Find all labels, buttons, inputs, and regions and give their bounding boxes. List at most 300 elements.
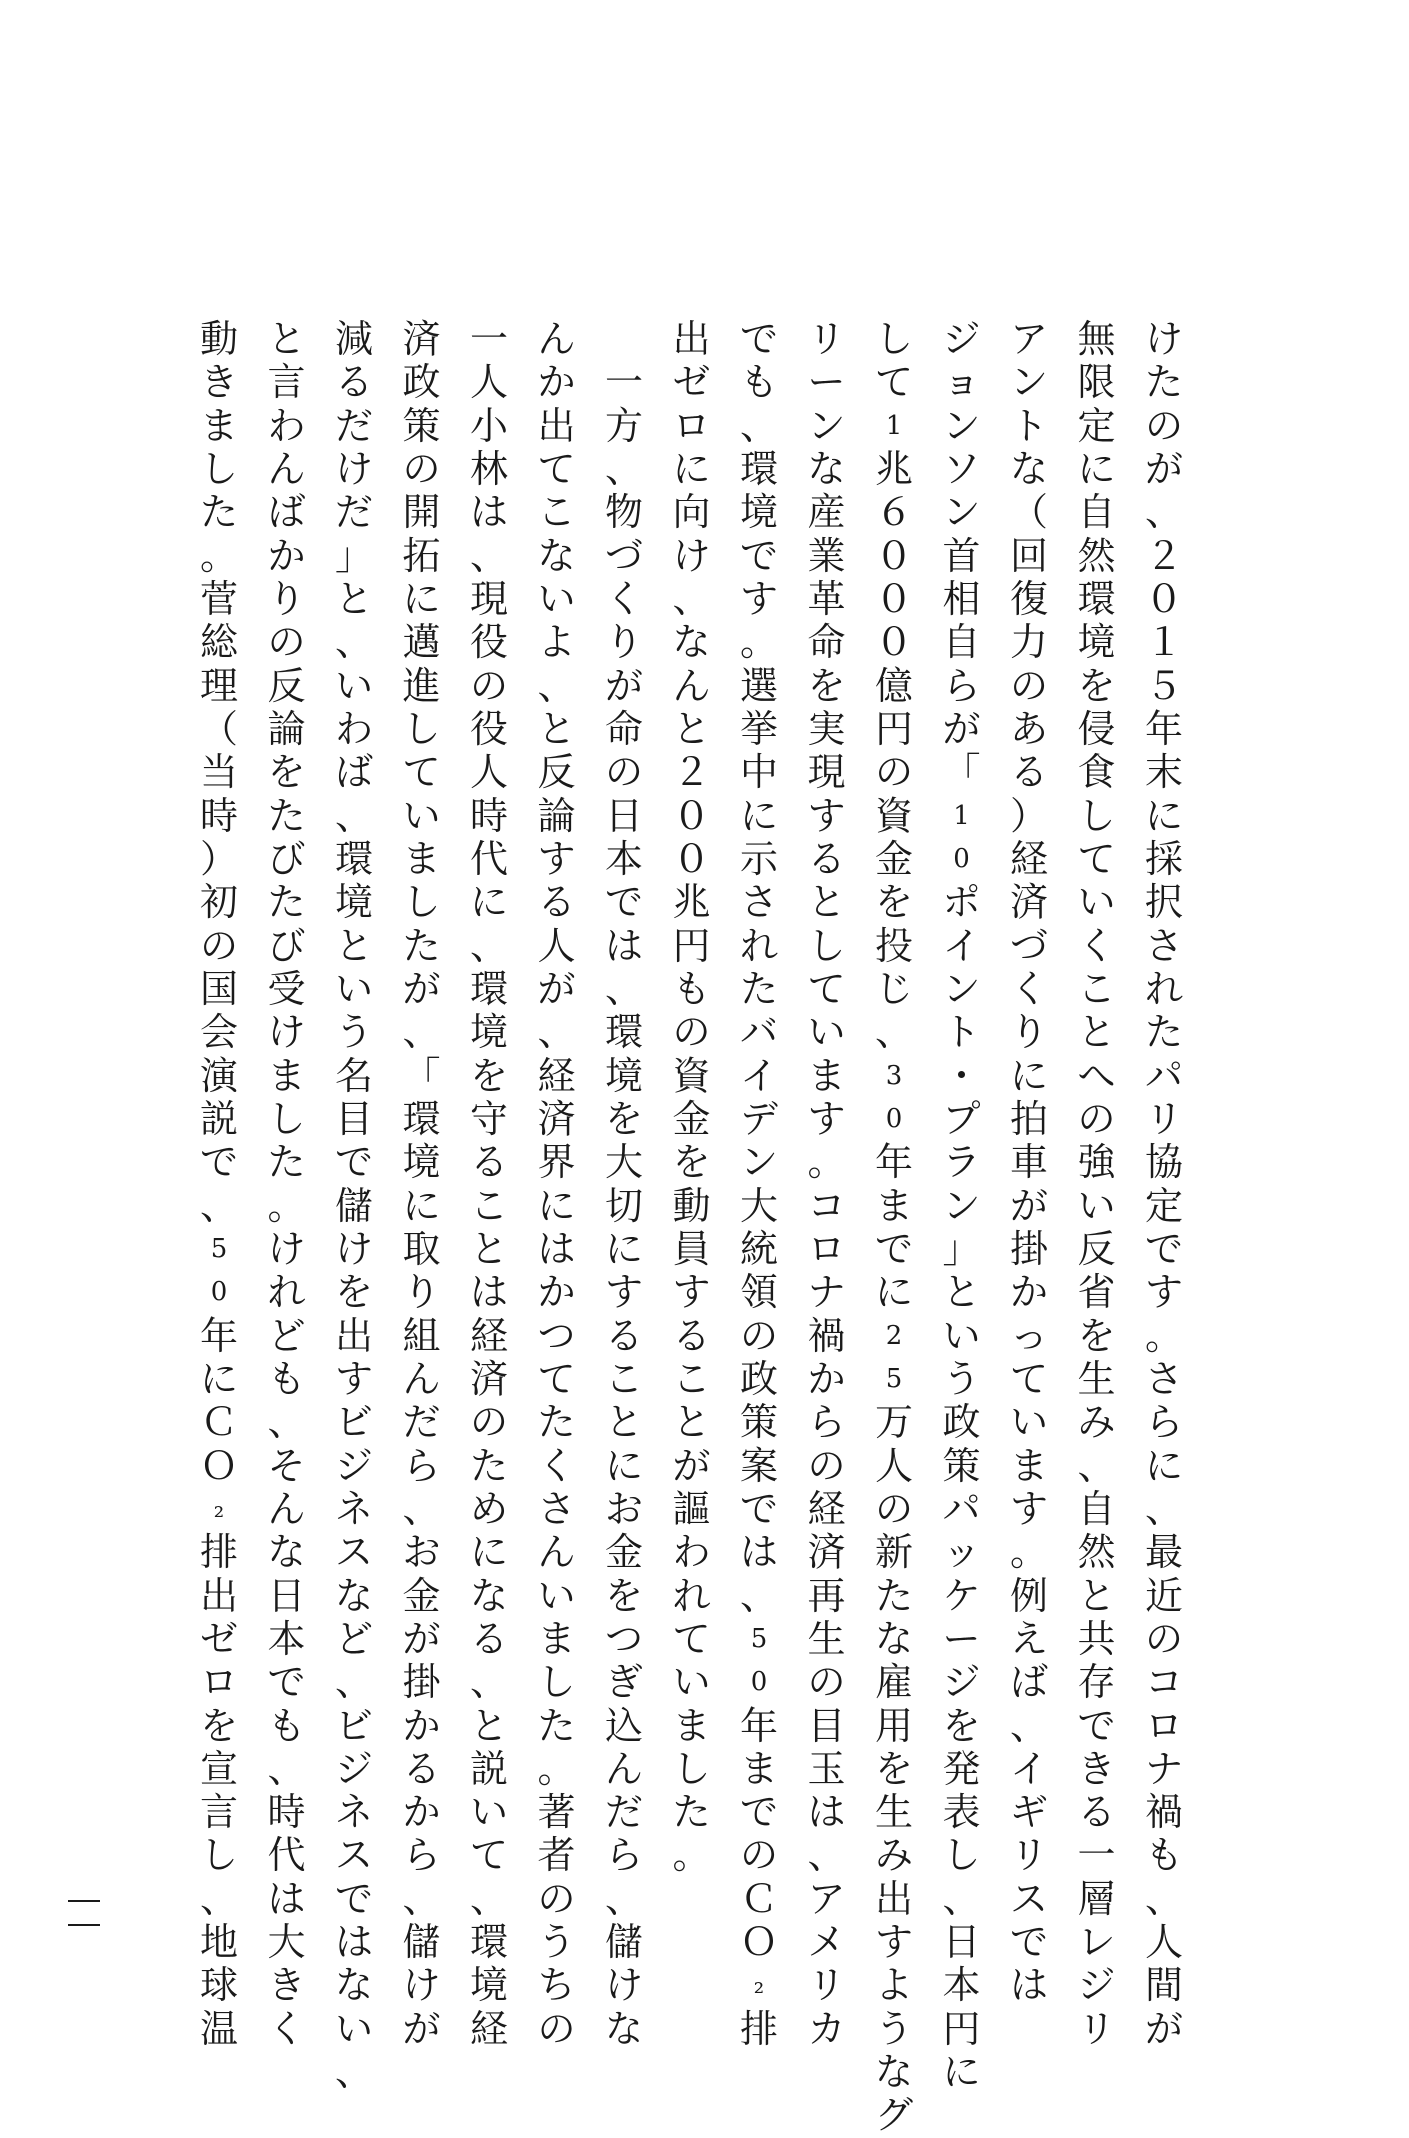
text-line [459, 317, 519, 2051]
text-char: 5 [750, 1623, 768, 1654]
text-char: 邁 [402, 620, 441, 665]
text-char: 境 [469, 1963, 508, 2008]
text-char: 存 [1077, 1660, 1116, 1705]
text-char: 挙 [739, 706, 778, 751]
text-char: 命 [807, 620, 846, 665]
text-char: 論 [267, 706, 306, 751]
text-char: も [739, 360, 778, 405]
text-char: 出 [199, 1573, 238, 1618]
text-char: そ [267, 1443, 306, 1488]
text-char: た [402, 923, 441, 968]
text-char: 近 [1144, 1573, 1183, 1618]
text-char: 環 [402, 1096, 441, 1141]
text-char: 年 [874, 1140, 913, 1185]
text-char: カ [807, 2006, 846, 2051]
text-char: 生 [807, 1616, 846, 1661]
text-char: 、 [267, 1746, 306, 1791]
text-char: 。 [1009, 1530, 1048, 1575]
text-char: な [874, 1616, 913, 1661]
text-char: ン [739, 1140, 778, 1185]
text-char: 環 [1077, 576, 1116, 621]
text-char: ナ [807, 1270, 846, 1315]
text-char: 、 [1144, 1876, 1183, 1921]
text-char: 採 [1144, 836, 1183, 881]
text-char: け [334, 446, 373, 491]
text-char: 「 [402, 1053, 441, 1098]
text-char: う [942, 1356, 981, 1401]
text-char: 代 [469, 836, 508, 881]
text-char: な [874, 2050, 913, 2095]
text-char: 本 [604, 836, 643, 881]
text-char: の [1009, 663, 1048, 708]
text-char: か [807, 1356, 846, 1401]
text-char: た [1144, 360, 1183, 405]
text-char: く [537, 1443, 576, 1488]
text-char: 革 [807, 576, 846, 621]
text-char: 儲 [604, 1920, 643, 1965]
text-char: イ [942, 923, 981, 968]
text-char: 玉 [807, 1746, 846, 1791]
text-char: 菅 [199, 576, 238, 621]
text-char: れ [739, 923, 778, 968]
text-char: て [874, 360, 913, 405]
text-char: ら [604, 1833, 643, 1878]
text-char: ん [402, 1356, 441, 1401]
text-char: と [1077, 1573, 1116, 1618]
text-char: 「 [942, 750, 981, 795]
text-char: 間 [1144, 1963, 1183, 2008]
text-char: づ [604, 533, 643, 578]
text-char: ン [942, 403, 981, 448]
page-number-stroke [68, 1900, 100, 1902]
text-line [932, 317, 992, 2095]
text-char: 0 [953, 843, 970, 874]
text-char: 温 [199, 2006, 238, 2051]
text-char: 末 [1144, 750, 1183, 795]
text-char: 境 [334, 880, 373, 925]
text-char: 反 [267, 663, 306, 708]
text-char: 切 [604, 1183, 643, 1228]
text-char: も [267, 1356, 306, 1401]
text-char: け [402, 1963, 441, 2008]
text-char: れ [672, 1573, 711, 1618]
text-char: 復 [1009, 576, 1048, 621]
text-char: い [469, 1790, 508, 1835]
text-char: 説 [199, 1096, 238, 1141]
text-char: ゼ [672, 360, 711, 405]
text-char: の [537, 2006, 576, 2051]
text-char: す [739, 576, 778, 621]
text-char: 禍 [1144, 1790, 1183, 1835]
text-char: 生 [874, 1790, 913, 1835]
text-char: ど [267, 1313, 306, 1358]
text-char: か [402, 1790, 441, 1835]
text-char: 。 [807, 1140, 846, 1185]
text-char: い [807, 1010, 846, 1055]
text-char: 資 [874, 793, 913, 838]
text-char: 初 [199, 880, 238, 925]
text-char: は [537, 1226, 576, 1271]
text-char: 境 [469, 1010, 508, 1055]
text-line [864, 317, 924, 2138]
text-char: 5 [885, 1363, 903, 1394]
text-char: リ [807, 317, 846, 361]
text-char: 人 [537, 923, 576, 968]
text-char: イ [1009, 1746, 1048, 1791]
text-char: み [874, 1833, 913, 1878]
text-char: き [1077, 1746, 1116, 1791]
text-char: 実 [807, 706, 846, 751]
text-char: 侵 [1077, 706, 1116, 751]
text-char: お [604, 1486, 643, 1531]
text-char: ナ [1144, 1746, 1183, 1791]
text-char: 日 [604, 793, 643, 838]
text-char: を [874, 880, 913, 925]
text-char: た [267, 880, 306, 925]
text-char: ら [942, 663, 981, 708]
text-char: 自 [1077, 1486, 1116, 1531]
text-char: れ [1144, 966, 1183, 1011]
text-char: て [1009, 1356, 1048, 1401]
text-char: な [807, 446, 846, 491]
text-char: ラ [942, 1140, 981, 1185]
text-char: じ [874, 966, 913, 1011]
text-char: わ [672, 1530, 711, 1575]
text-char: 経 [1009, 836, 1048, 881]
text-char: す [672, 1270, 711, 1315]
text-char: た [267, 1140, 306, 1185]
text-char: 政 [739, 1356, 778, 1401]
text-char: 取 [402, 1226, 441, 1271]
text-char: 資 [672, 1053, 711, 1098]
text-char: ネ [334, 1486, 373, 1531]
text-char: 円 [942, 2006, 981, 2051]
text-char: 組 [402, 1313, 441, 1358]
text-char: 、 [1144, 490, 1183, 535]
text-char: ー [807, 360, 846, 405]
text-char: ら [807, 1400, 846, 1445]
text-char: に [537, 1183, 576, 1228]
text-char: の [807, 1443, 846, 1488]
text-char: で [604, 880, 643, 925]
text-char: ん [267, 1486, 306, 1531]
text-char: ト [1009, 403, 1048, 448]
text-char: に [672, 446, 711, 491]
text-char: が [604, 663, 643, 708]
text-char: な [267, 1530, 306, 1575]
text-char: る [672, 1313, 711, 1358]
text-char: で [739, 317, 778, 361]
text-char: は [267, 1876, 306, 1921]
text-char: 、 [604, 966, 643, 1011]
text-char: 出 [334, 1313, 373, 1358]
text-char: こ [469, 1183, 508, 1228]
text-char: 境 [604, 1053, 643, 1098]
text-char: 策 [402, 403, 441, 448]
text-char: て [807, 966, 846, 1011]
text-char: 一 [604, 360, 643, 405]
text-char: う [874, 2006, 913, 2051]
text-char: 新 [874, 1530, 913, 1575]
text-char: 減 [334, 317, 373, 361]
text-char: 拍 [1009, 1096, 1048, 1141]
text-char: 省 [1077, 1270, 1116, 1315]
text-char: 、 [334, 620, 373, 665]
text-char: ジ [1077, 1963, 1116, 2008]
page-number [64, 1892, 104, 1934]
text-char: 。 [267, 1183, 306, 1228]
text-line [1067, 317, 1127, 2051]
text-char: い [1077, 1183, 1116, 1228]
text-char: さ [739, 880, 778, 925]
text-char: に [874, 1270, 913, 1315]
text-char: 自 [1077, 490, 1116, 535]
text-char: 境 [1077, 620, 1116, 665]
text-char: 2 [885, 1320, 903, 1351]
text-char: さ [1144, 1356, 1183, 1401]
text-char: を [267, 750, 306, 795]
text-char: 年 [199, 1313, 238, 1358]
text-char: レ [1077, 1920, 1116, 1965]
text-char: 億 [874, 663, 913, 708]
text-char: に [739, 793, 778, 838]
text-char: る [1077, 1790, 1116, 1835]
text-char: リ [1009, 1833, 1048, 1878]
text-char: い [402, 793, 441, 838]
text-char: 定 [1144, 1183, 1183, 1228]
text-char: い [334, 966, 373, 1011]
text-char: ん [537, 317, 576, 361]
text-char: を [334, 1270, 373, 1315]
text-line [527, 317, 587, 2051]
text-char: 円 [672, 923, 711, 968]
page-number-stroke [68, 1924, 100, 1926]
text-char: た [537, 1400, 576, 1445]
text-char: な [469, 1573, 508, 1618]
text-char: 環 [469, 966, 508, 1011]
text-char: 自 [942, 620, 981, 665]
text-char: ま [537, 1616, 576, 1661]
text-char: に [1077, 446, 1116, 491]
text-char: 0 [210, 1277, 228, 1308]
text-char: デ [739, 1096, 778, 1141]
text-char: の [739, 1833, 778, 1878]
text-char: す [874, 1920, 913, 1965]
text-char: ア [807, 1876, 846, 1921]
text-char: が [1144, 2006, 1183, 2051]
text-char: で [739, 1790, 778, 1835]
text-char: ど [334, 1616, 373, 1661]
text-char: 1 [885, 410, 903, 441]
text-char: し [402, 706, 441, 751]
text-char: 謳 [672, 1486, 711, 1531]
text-char: ら [402, 1833, 441, 1878]
text-char: だ [604, 1790, 643, 1835]
text-char: に [1144, 793, 1183, 838]
text-char: 球 [199, 1963, 238, 2008]
text-char: ス [334, 1530, 373, 1575]
text-char: 受 [267, 966, 306, 1011]
text-char: 論 [537, 793, 576, 838]
text-char: ジ [942, 1660, 981, 1705]
text-char: た [469, 1443, 508, 1488]
text-char: な [334, 1963, 373, 2008]
text-char: イ [739, 1053, 778, 1098]
text-char: て [469, 1833, 508, 1878]
text-char: ロ [199, 1660, 238, 1705]
text-char: 雇 [874, 1660, 913, 1705]
text-char: と [807, 880, 846, 925]
text-char: か [402, 1703, 441, 1748]
text-char: を [604, 1573, 643, 1618]
text-char: ン [942, 966, 981, 1011]
text-char: の [199, 923, 238, 968]
text-char: こ [604, 1356, 643, 1401]
text-char: め [469, 1486, 508, 1531]
text-char: ン [1009, 360, 1048, 405]
text-char: の [537, 1876, 576, 1921]
text-char: か [1009, 1270, 1048, 1315]
text-char: に [469, 880, 508, 925]
text-char: ネ [334, 1790, 373, 1835]
text-char: 境 [739, 490, 778, 535]
text-char: よ [874, 1963, 913, 2008]
text-char: 著 [537, 1790, 576, 1835]
text-char: 済 [807, 1530, 846, 1575]
text-char: 年 [1144, 706, 1183, 751]
text-char: 目 [807, 1703, 846, 1748]
text-char: 食 [1077, 750, 1116, 795]
text-char: て [672, 1616, 711, 1661]
text-char: 統 [739, 1226, 778, 1271]
text-char: 拓 [402, 533, 441, 578]
text-char: ₂ [753, 1970, 765, 2001]
text-char: 環 [604, 1010, 643, 1055]
text-char: 一 [1077, 1833, 1116, 1878]
text-char: コ [807, 1183, 846, 1228]
text-char: ５ [1144, 663, 1183, 708]
text-char: ０ [1144, 576, 1183, 621]
text-char: 、 [334, 793, 373, 838]
text-char: ン [942, 490, 981, 535]
text-char: 動 [672, 1183, 711, 1228]
text-char: 日 [942, 1920, 981, 1965]
text-char: 当 [199, 750, 238, 795]
text-char: け [334, 1226, 373, 1271]
text-char: 向 [672, 490, 711, 535]
text-char: 、 [942, 1876, 981, 1921]
text-char: メ [807, 1920, 846, 1965]
text-char: で [874, 1226, 913, 1271]
text-char: ま [739, 1746, 778, 1791]
text-char: で [267, 1660, 306, 1705]
text-char: す [807, 793, 846, 838]
text-line [257, 317, 317, 2051]
text-char: の [1077, 1096, 1116, 1141]
text-char: 込 [604, 1703, 643, 1748]
text-char: な [334, 1573, 373, 1618]
text-char: た [199, 490, 238, 535]
text-char: 業 [807, 533, 846, 578]
text-char: 協 [1144, 1140, 1183, 1185]
text-char: Ｏ [739, 1920, 778, 1965]
text-char: 命 [604, 706, 643, 751]
text-char: る [469, 1140, 508, 1185]
text-char: 進 [402, 663, 441, 708]
text-char: を [942, 1703, 981, 1748]
text-char: 0 [885, 1103, 903, 1134]
text-char: 3 [885, 1060, 903, 1091]
text-char: だ [334, 490, 373, 535]
text-char: る [469, 1616, 508, 1661]
text-char: 総 [199, 620, 238, 665]
text-char: く [267, 2006, 306, 2051]
text-char: ロ [807, 1226, 846, 1271]
text-char: い [1077, 880, 1116, 925]
text-char: か [537, 360, 576, 405]
text-char: ト [942, 1010, 981, 1055]
text-char: 」 [942, 1226, 981, 1271]
text-char: 車 [1009, 1140, 1048, 1185]
text-char: 会 [199, 1010, 238, 1055]
text-char: ロ [1144, 1703, 1183, 1748]
text-char: こ [1077, 966, 1116, 1011]
text-char: に [469, 1530, 508, 1575]
text-char: な [604, 2006, 643, 2051]
text-char: 環 [334, 836, 373, 881]
text-char: か [537, 1270, 576, 1315]
text-char: 無 [1077, 317, 1116, 361]
text-char: ０ [874, 576, 913, 621]
text-char: に [1144, 1443, 1183, 1488]
text-line [594, 318, 654, 2051]
text-char: わ [334, 706, 373, 751]
text-char: が [402, 966, 441, 1011]
text-char: も [672, 966, 711, 1011]
text-char: コ [1144, 1660, 1183, 1705]
text-char: 目 [334, 1096, 373, 1141]
text-char: か [267, 533, 306, 578]
text-char: に [604, 1226, 643, 1271]
text-char: ん [267, 446, 306, 491]
text-char: 守 [469, 1096, 508, 1141]
text-char: 案 [739, 1443, 778, 1488]
text-line [324, 317, 384, 2095]
text-char: た [1144, 1010, 1183, 1055]
text-char: 境 [402, 1140, 441, 1185]
text-char: い [334, 2006, 373, 2051]
text-char: 、 [537, 1010, 576, 1055]
text-char: い [537, 576, 576, 621]
text-char: で [739, 533, 778, 578]
text-char: 領 [739, 1270, 778, 1315]
text-char: 時 [199, 793, 238, 838]
text-char: た [537, 1703, 576, 1748]
text-char: づ [1009, 923, 1048, 968]
text-char: ゼ [199, 1616, 238, 1661]
text-char: は [469, 490, 508, 535]
text-char: し [199, 446, 238, 491]
text-char: 、 [402, 1876, 441, 1921]
text-char: は [334, 1920, 373, 1965]
text-char: た [874, 1573, 913, 1618]
text-char: ち [537, 1963, 576, 2008]
text-char: パ [1144, 1053, 1183, 1098]
text-line [797, 317, 857, 2051]
text-char: 員 [672, 1226, 711, 1271]
text-char: の [672, 1010, 711, 1055]
text-char: 、 [334, 2050, 373, 2095]
